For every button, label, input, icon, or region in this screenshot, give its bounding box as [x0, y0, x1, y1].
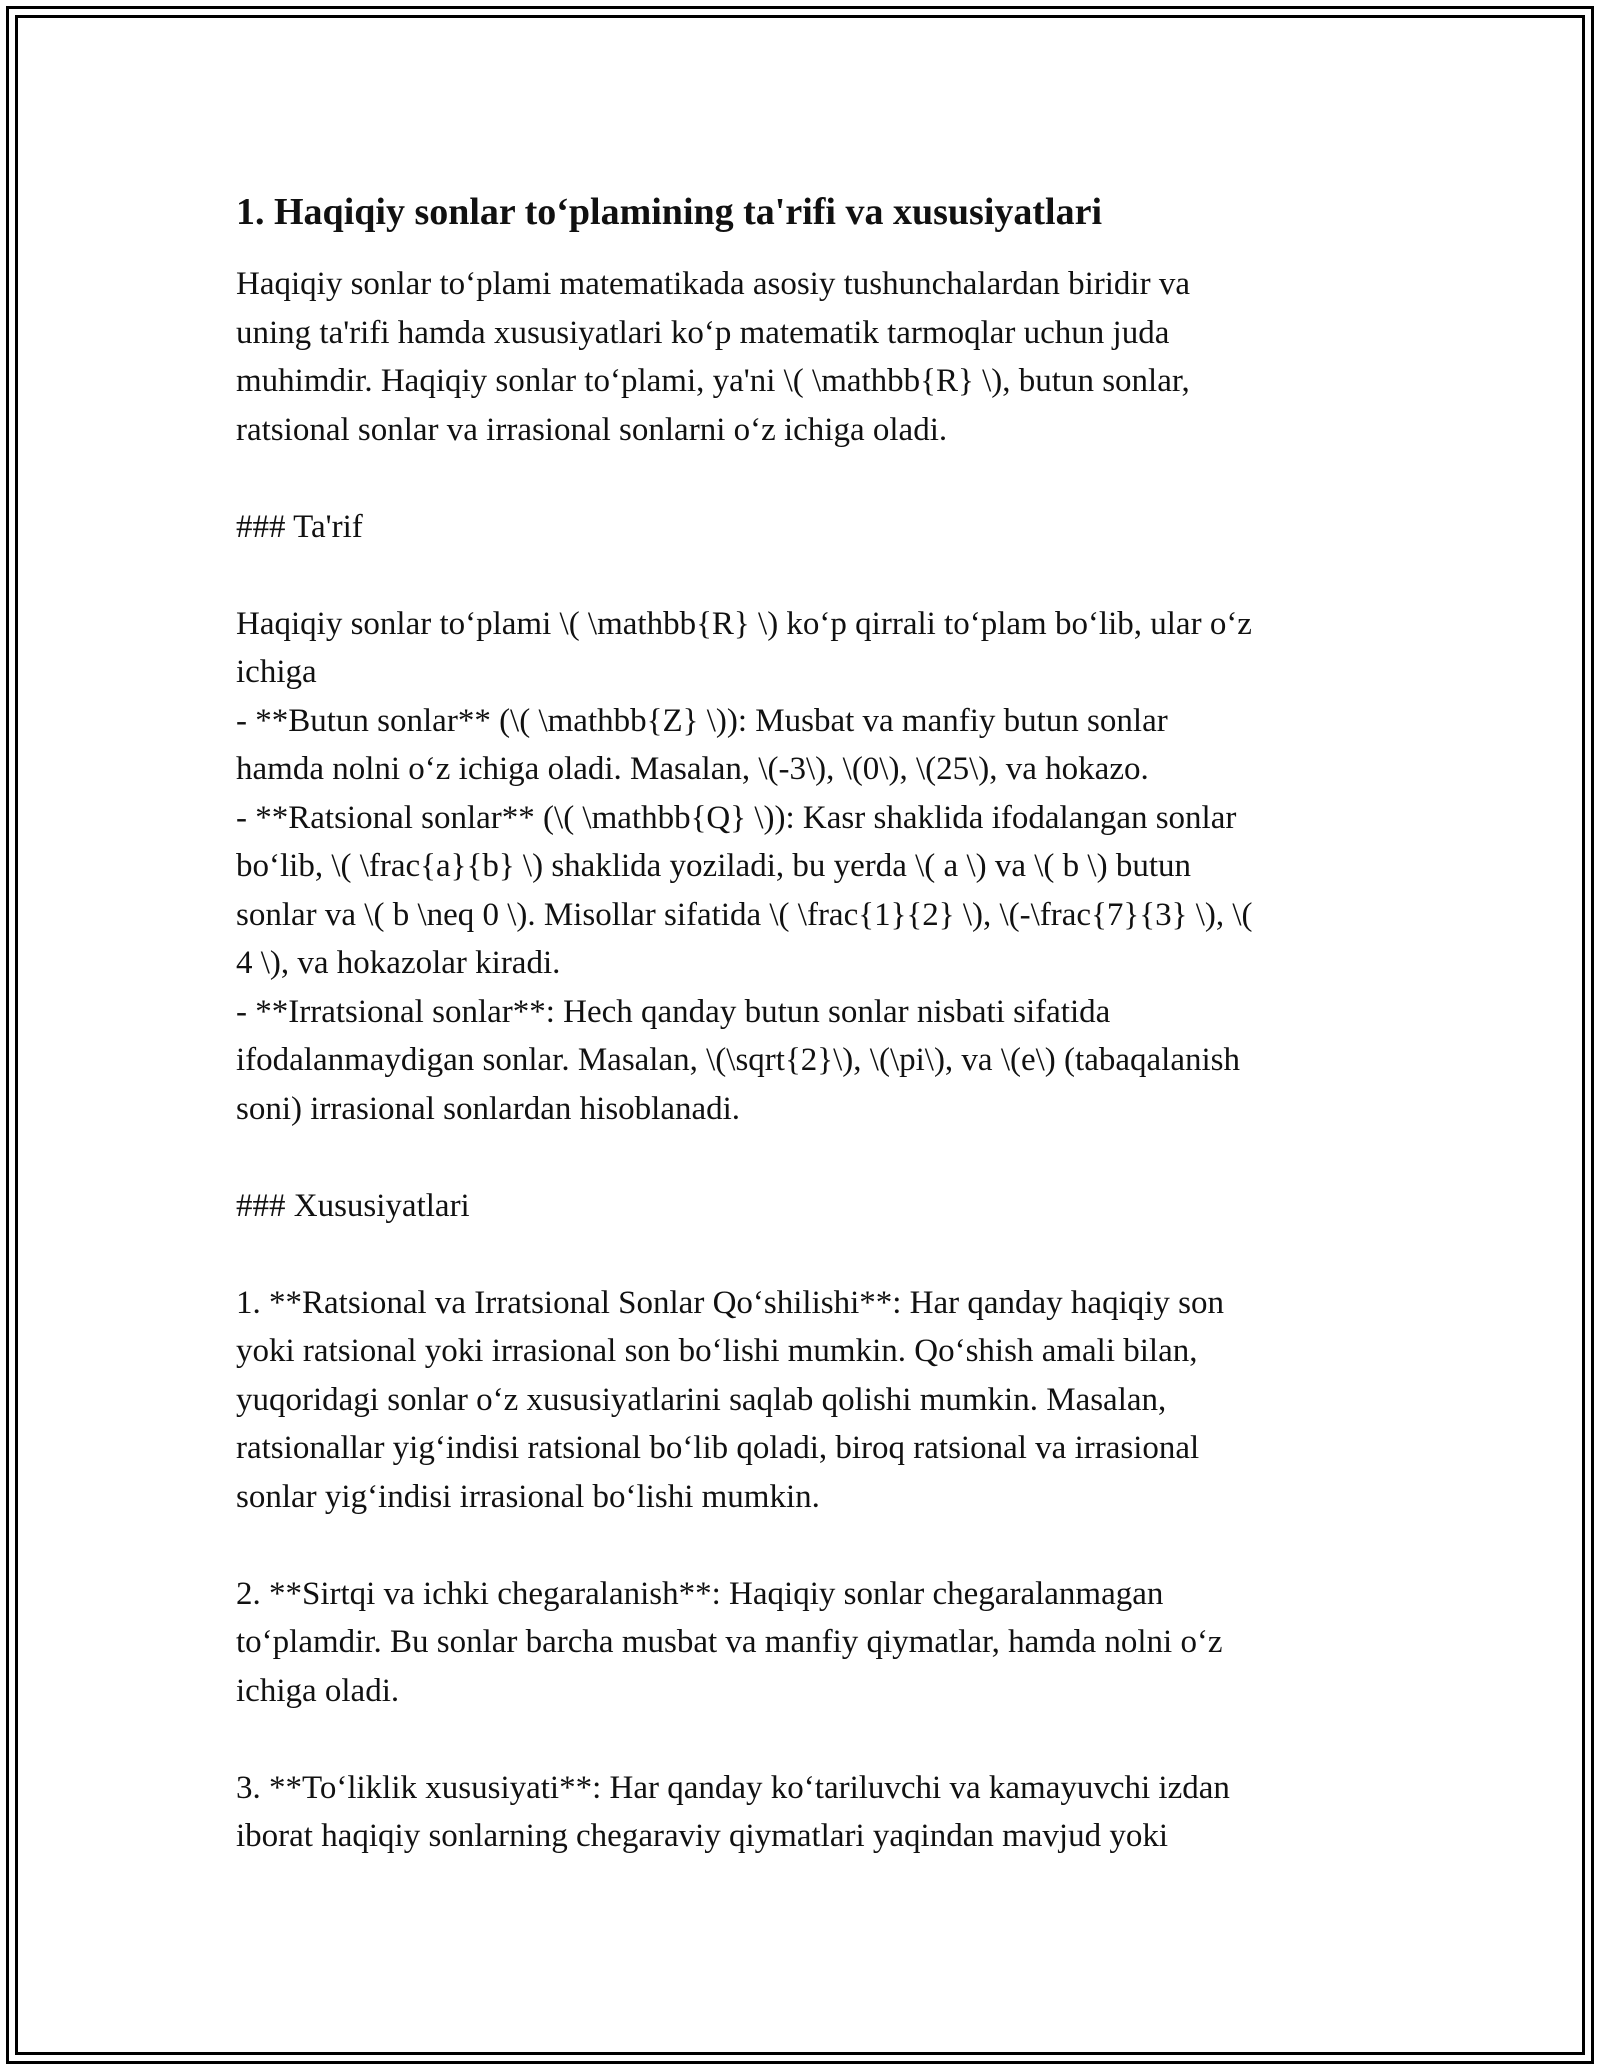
text-line: Haqiqiy sonlar to‘plami matematikada asosiy tushunchalardan biridir va	[236, 266, 1190, 302]
text-line: ifodalanmaydigan sonlar. Masalan, \(\sqrt{2}\), \(\pi\), va \(e\) (tabaqalanish	[236, 1042, 1240, 1078]
text-line: ichiga oladi.	[236, 1672, 400, 1709]
list-item-rationals: - **Ratsional sonlar** (\( \mathbb{Q} \)): Kasr shaklida ifodalangan sonlar	[236, 799, 1237, 836]
property-2-paragraph	[236, 1570, 1376, 1716]
text-line: 4 \), va hokazolar kiradi.	[236, 945, 561, 981]
text-line: 1. **Ratsional va Irratsional Sonlar Qo‘shilishi**: Har qanday haqiqiy son	[236, 1284, 1225, 1321]
paragraph-spacer	[236, 454, 1376, 503]
text-line: bo‘lib, \( \frac{a}{b} \) shaklida yoziladi, bu yerda \( a \) va \( b \) butun	[236, 848, 1191, 884]
text-line: to‘plamdir. Bu sonlar barcha musbat va manfiy qiymatlar, hamda nolni o‘z	[236, 1624, 1223, 1660]
list-item-integers: - **Butun sonlar** (\( \mathbb{Z} \)): Musbat va manfiy butun sonlar	[236, 702, 1168, 739]
text-line: 2. **Sirtqi va ichki chegaralanish**: Haqiqiy sonlar chegaralanmagan	[236, 1575, 1164, 1612]
paragraph-spacer	[236, 1521, 1376, 1570]
text-line: yuqoridagi sonlar o‘z xususiyatlarini saqlab qolishi mumkin. Masalan,	[236, 1381, 1167, 1418]
text-line: ratsionallar yig‘indisi ratsional bo‘lib qoladi, biroq ratsional va irrasional	[236, 1430, 1200, 1466]
document-body	[236, 186, 1376, 1861]
property-3-paragraph	[236, 1764, 1376, 1861]
list-item-irrationals: - **Irratsional sonlar**: Hech qanday butun sonlar nisbati sifatida	[236, 993, 1111, 1030]
text-line: uning ta'rifi hamda xususiyatlari ko‘p matematik tarmoqlar uchun juda	[236, 314, 1170, 351]
text-line: yoki ratsional yoki irrasional son bo‘lishi mumkin. Qo‘shish amali bilan,	[236, 1333, 1198, 1369]
property-1-paragraph	[236, 1279, 1376, 1522]
text-line: iborat haqiqiy sonlarning chegaraviy qiymatlari yaqindan mavjud yoki	[236, 1818, 1169, 1854]
section-heading-properties: ### Xususiyatlari	[236, 1187, 470, 1224]
paragraph-spacer	[236, 1133, 1376, 1182]
text-line: ratsional sonlar va irrasional sonlarni o‘z ichiga oladi.	[236, 411, 948, 448]
text-line: sonlar yig‘indisi irrasional bo‘lishi mumkin.	[236, 1478, 820, 1515]
text-line: soni) irrasional sonlardan hisoblanadi.	[236, 1090, 741, 1127]
text-line: hamda nolni o‘z ichiga oladi. Masalan, \(-3\), \(0\), \(25\), va hokazo.	[236, 751, 1149, 787]
text-line: ichiga	[236, 654, 317, 690]
document-title: 1. Haqiqiy sonlar to‘plamining ta'rifi va xususiyatlari	[236, 191, 1103, 233]
paragraph-spacer	[236, 551, 1376, 600]
text-line: muhimdir. Haqiqiy sonlar to‘plami, ya'ni \( \mathbb{R} \), butun sonlar,	[236, 363, 1190, 399]
intro-paragraph	[236, 260, 1376, 454]
text-line: 3. **To‘liklik xususiyati**: Har qanday ko‘tariluvchi va kamayuvchi izdan	[236, 1769, 1230, 1806]
definition-paragraph	[236, 600, 1376, 1134]
text-line: sonlar va \( b \neq 0 \). Misollar sifatida \( \frac{1}{2} \), \(-\frac{7}{3} \), \(	[236, 896, 1253, 933]
paragraph-spacer	[236, 1715, 1376, 1764]
paragraph-spacer	[236, 1230, 1376, 1279]
section-heading-definition: ### Ta'rif	[236, 508, 363, 545]
text-line: Haqiqiy sonlar to‘plami \( \mathbb{R} \) ko‘p qirrali to‘plam bo‘lib, ular o‘z	[236, 605, 1252, 642]
